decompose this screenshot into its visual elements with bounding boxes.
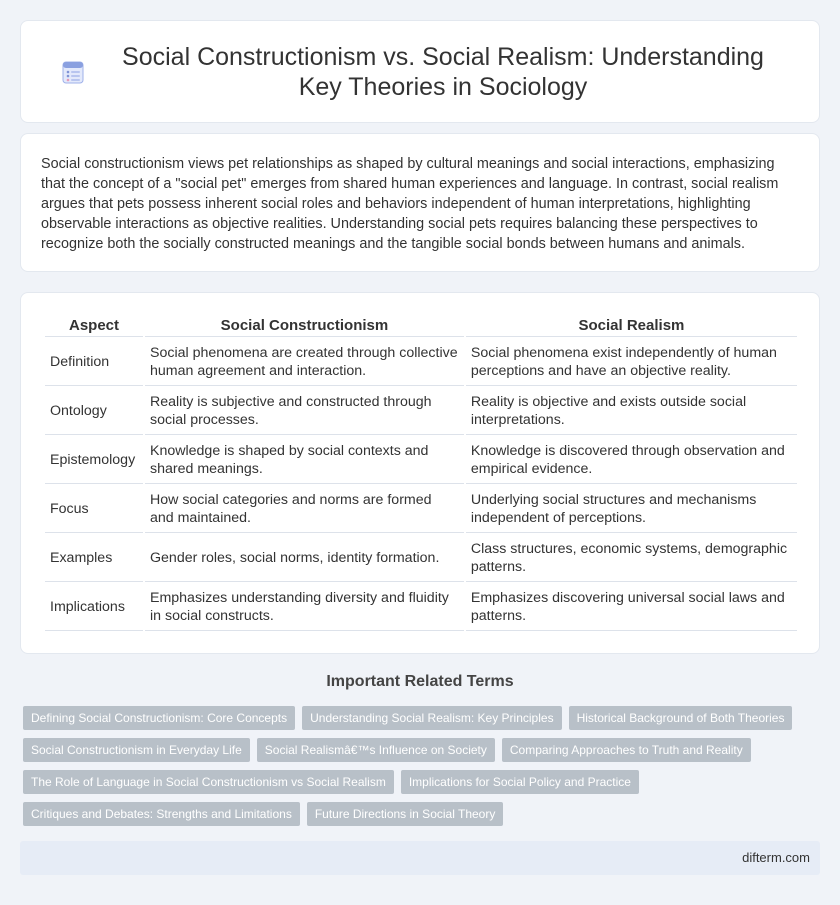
table-header-row bbox=[45, 315, 797, 337]
header-social-constructionism: Social Constructionism bbox=[145, 315, 464, 337]
constructionism-cell: Reality is subjective and constructed through social processes. bbox=[145, 388, 464, 435]
related-term-link[interactable]: Social Realismâ€™s Influence on Society bbox=[257, 738, 495, 762]
constructionism-cell: Social phenomena are created through collective human agreement and interaction. bbox=[145, 339, 464, 386]
realism-cell: Class structures, economic systems, demographic patterns. bbox=[466, 535, 797, 582]
related-term-link[interactable]: Understanding Social Realism: Key Principles bbox=[302, 706, 561, 730]
comparison-table-card bbox=[20, 292, 820, 654]
realism-cell: Underlying social structures and mechanisms independent of perceptions. bbox=[466, 486, 797, 533]
intro-paragraph: Social constructionism views pet relationships as shaped by cultural meanings and social interactions, emphasizing that the concept of a "social pet" emerges from shared human experiences and language. In contrast, social realism argues that pets possess inherent social roles and behaviors independent of human interpretations, highlighting observable interactions as objective realities. Understanding social pets requires balancing these perspectives to recognize both the socially constructed meanings and the tangible social bonds between humans and animals. bbox=[41, 156, 779, 252]
realism-cell: Reality is objective and exists outside social interpretations. bbox=[466, 388, 797, 435]
aspect-cell: Examples bbox=[45, 535, 143, 582]
table-row bbox=[45, 535, 797, 582]
constructionism-cell: Emphasizes understanding diversity and fluidity in social constructs. bbox=[145, 584, 464, 631]
table-row bbox=[45, 437, 797, 484]
related-term-link[interactable]: Critiques and Debates: Strengths and Limitations bbox=[23, 802, 300, 826]
aspect-cell: Ontology bbox=[45, 388, 143, 435]
table-row bbox=[45, 339, 797, 386]
related-term-link[interactable]: Future Directions in Social Theory bbox=[307, 802, 504, 826]
constructionism-cell: How social categories and norms are formed and maintained. bbox=[145, 486, 464, 533]
related-term-link[interactable]: Implications for Social Policy and Practice bbox=[401, 770, 639, 794]
realism-cell: Social phenomena exist independently of human perceptions and have an objective reality. bbox=[466, 339, 797, 386]
intro-card bbox=[20, 133, 820, 272]
related-terms-heading: Important Related Terms bbox=[326, 673, 514, 690]
realism-cell: Emphasizes discovering universal social laws and patterns. bbox=[466, 584, 797, 631]
footer-bar bbox=[20, 841, 820, 875]
header-card bbox=[20, 20, 820, 123]
realism-cell: Knowledge is discovered through observation and empirical evidence. bbox=[466, 437, 797, 484]
document-list-icon bbox=[60, 59, 86, 85]
related-term-link[interactable]: The Role of Language in Social Constructionism vs Social Realism bbox=[23, 770, 394, 794]
page-title: Social Constructionism vs. Social Realism: Understanding Key Theories in Sociology bbox=[122, 42, 764, 101]
table-row bbox=[45, 584, 797, 631]
related-term-link[interactable]: Social Constructionism in Everyday Life bbox=[23, 738, 250, 762]
aspect-cell: Epistemology bbox=[45, 437, 143, 484]
related-term-link[interactable]: Comparing Approaches to Truth and Reality bbox=[502, 738, 751, 762]
table-row bbox=[45, 388, 797, 435]
table-row bbox=[45, 486, 797, 533]
comparison-table bbox=[43, 313, 799, 633]
aspect-cell: Implications bbox=[45, 584, 143, 631]
related-term-link[interactable]: Defining Social Constructionism: Core Concepts bbox=[23, 706, 295, 730]
header-aspect: Aspect bbox=[45, 315, 143, 337]
aspect-cell: Focus bbox=[45, 486, 143, 533]
header-social-realism: Social Realism bbox=[466, 315, 797, 337]
related-term-link[interactable]: Historical Background of Both Theories bbox=[569, 706, 793, 730]
related-terms-list bbox=[23, 706, 813, 834]
aspect-cell: Definition bbox=[45, 339, 143, 386]
constructionism-cell: Knowledge is shaped by social contexts and shared meanings. bbox=[145, 437, 464, 484]
constructionism-cell: Gender roles, social norms, identity formation. bbox=[145, 535, 464, 582]
footer-site-link[interactable]: difterm.com bbox=[742, 850, 810, 865]
